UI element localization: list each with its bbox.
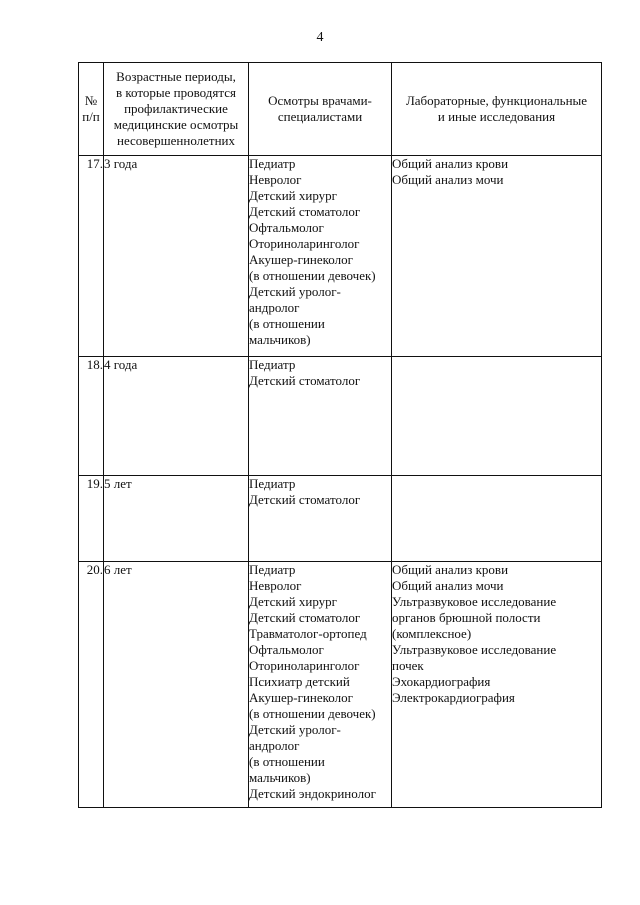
header-age-periods — [104, 63, 249, 156]
lab-item: Общий анализ мочи — [392, 172, 504, 187]
specialist-item: андролог — [249, 300, 300, 315]
header-specialists — [249, 63, 392, 156]
header-line: п/п — [82, 109, 100, 124]
specialist-item: андролог — [249, 738, 300, 753]
row-specialists — [249, 476, 392, 562]
lab-item: Эхокардиография — [392, 674, 491, 689]
specialist-item: (в отношении — [249, 316, 325, 331]
lab-item: (комплексное) — [392, 626, 472, 641]
header-lab-tests — [392, 63, 602, 156]
table-row — [79, 156, 602, 357]
lab-item: Общий анализ мочи — [392, 578, 504, 593]
specialist-item: мальчиков) — [249, 770, 311, 785]
table-row — [79, 562, 602, 808]
table-row — [79, 476, 602, 562]
row-age-period: 4 года — [104, 357, 249, 476]
specialist-item: Акушер-гинеколог — [249, 690, 353, 705]
specialist-item: Акушер-гинеколог — [249, 252, 353, 267]
specialist-item: Оториноларинголог — [249, 236, 360, 251]
specialist-item: Педиатр — [249, 357, 296, 372]
lab-item: Ультразвуковое исследование — [392, 594, 557, 609]
specialist-item: (в отношении девочек) — [249, 706, 376, 721]
specialist-item: Педиатр — [249, 476, 296, 491]
specialist-item: Педиатр — [249, 562, 296, 577]
header-line: в которые проводятся — [116, 85, 236, 100]
specialist-item: Невролог — [249, 578, 302, 593]
header-line: Возрастные периоды, — [116, 69, 236, 84]
row-age-period: 6 лет — [104, 562, 249, 808]
specialist-item: Детский уролог- — [249, 284, 341, 299]
specialist-item: Детский стоматолог — [249, 204, 361, 219]
specialist-item: (в отношении — [249, 754, 325, 769]
table-row — [79, 357, 602, 476]
row-number: 19. — [79, 476, 104, 562]
specialist-item: Оториноларинголог — [249, 658, 360, 673]
header-line: профилактические — [124, 101, 228, 116]
header-line: специалистами — [277, 109, 363, 124]
header-line: несовершеннолетних — [116, 133, 236, 148]
lab-item: Электрокардиография — [392, 690, 515, 705]
row-number: 17. — [79, 156, 104, 357]
row-age-period: 3 года — [104, 156, 249, 357]
specialist-item: (в отношении девочек) — [249, 268, 376, 283]
lab-item: Ультразвуковое исследование — [392, 642, 557, 657]
specialist-item: Детский стоматолог — [249, 610, 361, 625]
specialist-item: Психиатр детский — [249, 674, 350, 689]
lab-item: Общий анализ крови — [392, 562, 509, 577]
row-lab-tests — [392, 476, 602, 562]
specialist-item: Педиатр — [249, 156, 296, 171]
specialist-item: Детский хирург — [249, 188, 338, 203]
specialist-item: Травматолог-ортопед — [249, 626, 367, 641]
row-lab-tests — [392, 156, 602, 357]
row-lab-tests — [392, 357, 602, 476]
header-line: и иные исследования — [437, 109, 556, 124]
specialist-item: Детский уролог- — [249, 722, 341, 737]
row-age-period: 5 лет — [104, 476, 249, 562]
medical-exam-table — [78, 62, 602, 808]
header-line: медицинские осмотры — [113, 117, 239, 132]
row-lab-tests — [392, 562, 602, 808]
specialist-item: Детский стоматолог — [249, 492, 361, 507]
header-line: № — [84, 93, 98, 108]
row-number: 20. — [79, 562, 104, 808]
row-specialists — [249, 562, 392, 808]
specialist-item: Невролог — [249, 172, 302, 187]
page-number: 4 — [316, 30, 324, 45]
specialist-item: Детский стоматолог — [249, 373, 361, 388]
header-line: Лабораторные, функциональные — [405, 93, 588, 108]
lab-item: почек — [392, 658, 424, 673]
specialist-item: мальчиков) — [249, 332, 311, 347]
lab-item: органов брюшной полости — [392, 610, 541, 625]
header-number — [79, 63, 104, 156]
header-line: Осмотры врачами- — [268, 93, 372, 108]
row-specialists — [249, 156, 392, 357]
lab-item: Общий анализ крови — [392, 156, 509, 171]
row-number: 18. — [79, 357, 104, 476]
specialist-item: Детский хирург — [249, 594, 338, 609]
row-specialists — [249, 357, 392, 476]
specialist-item: Офтальмолог — [249, 220, 324, 235]
specialist-item: Детский эндокринолог — [249, 786, 376, 801]
specialist-item: Офтальмолог — [249, 642, 324, 657]
table-header-row — [79, 63, 602, 156]
